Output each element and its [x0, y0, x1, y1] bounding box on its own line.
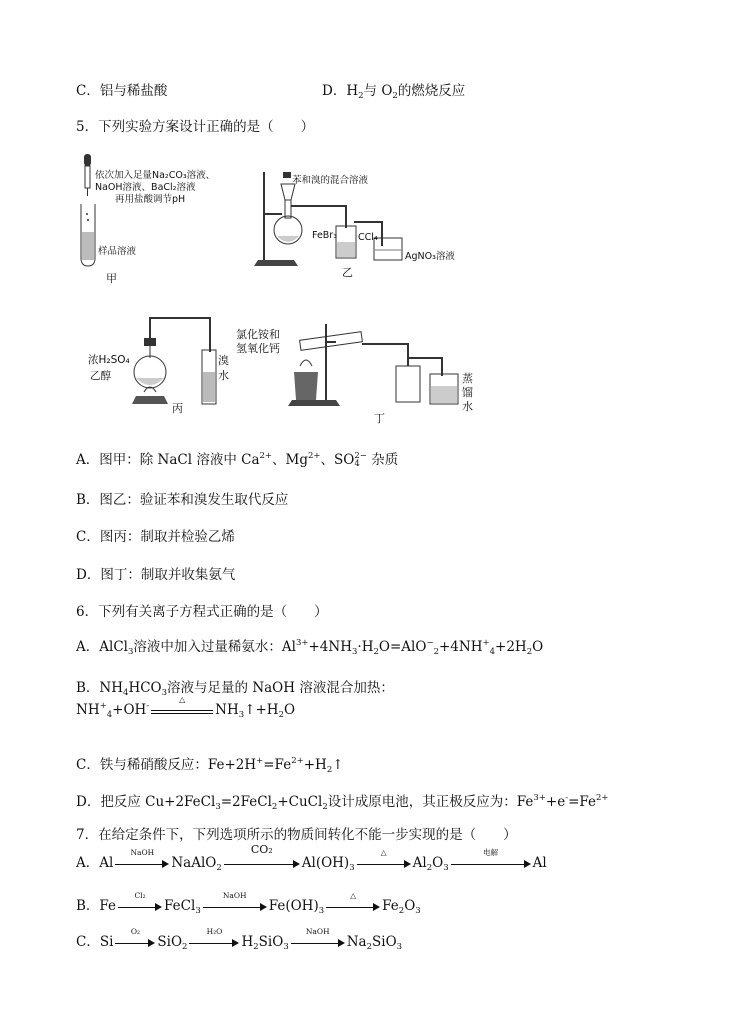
q7-option-a: A．Al NaOH NaAlO$_2$ CO₂ $Al(OH)_3$ △ $Al_2O_3$ 电解 Al [76, 842, 547, 873]
reaction-arrow: NaOH [115, 857, 169, 871]
q4-option-c: C．铝与稀盐酸 [76, 83, 168, 99]
reaction-arrow: △ [326, 900, 380, 914]
reaction-arrow: NaOH [203, 900, 267, 914]
jia-note-2: NaOH溶液、BaCl₂溶液 [95, 182, 196, 193]
q5-option-d: D．图丁：制取并收集氨气 [76, 567, 236, 583]
q5-stem: 5．下列实验方案设计正确的是（ ） [76, 119, 315, 135]
yi-ccl-label: CCl₄ [358, 232, 378, 243]
q5-option-b: B．图乙：验证苯和溴发生取代反应 [76, 492, 289, 508]
ding-reagent-1: 氯化铵和 [236, 328, 280, 341]
ding-caption: 丁 [374, 412, 385, 425]
q6-option-b-line1: B．$NH_4HCO_3$溶液与足量的 NaOH 溶液混合加热： [76, 680, 394, 698]
figure-ding [236, 318, 496, 430]
figure-jia [76, 150, 246, 290]
jia-sample-label: 样品溶液 [98, 246, 137, 257]
ding-reagent-2: 氢氧化钙 [236, 342, 280, 355]
reaction-arrow: O₂ [115, 936, 155, 950]
reaction-arrow: CO₂ [224, 857, 300, 871]
reaction-arrow: 电解 [451, 857, 531, 871]
reaction-arrow: H₂O [189, 936, 239, 950]
reaction-arrow: Cl₂ [118, 900, 162, 914]
q6-option-d: D．把反应 Cu+2FeCl$_3$=2FeCl$_2$+CuCl$_2$设计成原电池，其正极反应为：$Fe^{3+}+e^-=Fe^{2+}$ [76, 793, 609, 812]
bing-reagent-1: 浓H₂SO₄ [88, 354, 130, 366]
reaction-arrow: △ [357, 857, 411, 871]
q7-stem: 7．在给定条件下，下列选项所示的物质间转化不能一步实现的是（ ） [76, 827, 517, 843]
bing-water-1: 溴 [218, 354, 229, 367]
yi-agno-label: AgNO₃溶液 [405, 251, 455, 262]
q5-option-c: C．图丙：制取并检验乙烯 [76, 529, 235, 545]
jia-note-3: 再用盐酸调节pH [115, 194, 186, 205]
yi-febr-label: FeBr₃ [312, 230, 338, 241]
ding-out-2: 馏 [462, 386, 473, 399]
q5-option-a: A．图甲：除 NaCl 溶液中 $Ca^{2+}$、$Mg^{2+}$、SO 2− 4 杂质 [76, 451, 399, 469]
bing-caption: 丙 [172, 402, 183, 415]
q6-option-b-line2: $NH^+_4+OH^-$ △ $NH_3↑+H_2O$ [76, 694, 296, 720]
figure-bing [88, 312, 238, 420]
heating-equals-sign: △ [151, 704, 213, 718]
q6-option-c: C．铁与稀硝酸反应：$Fe+2H^+=Fe^{2+}+H_2↑$ [76, 756, 344, 775]
yi-caption: 乙 [342, 266, 353, 279]
jia-note-1: 依次加入足量Na₂CO₃溶液、 [95, 170, 216, 181]
q7-option-c: C．Si O₂ SiO$_2$ H₂O $H_2SiO_3$ NaOH $Na_2SiO_3$ [76, 926, 403, 952]
ding-out-3: 水 [462, 400, 473, 413]
yi-top-label: 苯和溴的混合溶液 [292, 175, 369, 186]
ding-out-1: 蒸 [462, 372, 473, 385]
figure-yi [250, 162, 470, 282]
q6-option-a: A．AlCl$_3$溶液中加入过量稀氨水：$Al^{3+}+4NH_3\cdot H_2O=AlO^-_2+4NH^+_4+2H_2O$ [76, 638, 544, 657]
bing-reagent-2: 乙醇 [90, 370, 111, 382]
bing-water-2: 水 [218, 369, 229, 382]
q4-option-d: D．$H_2$与 $O_2$的燃烧反应 [322, 83, 466, 101]
reaction-arrow: NaOH [291, 936, 345, 950]
q7-option-b: B．Fe Cl₂ FeCl$_3$ NaOH $Fe(OH)_3$ △ $Fe_2O_3$ [76, 890, 421, 916]
jia-caption: 甲 [106, 272, 117, 285]
q6-stem: 6．下列有关离子方程式正确的是（ ） [76, 604, 328, 620]
